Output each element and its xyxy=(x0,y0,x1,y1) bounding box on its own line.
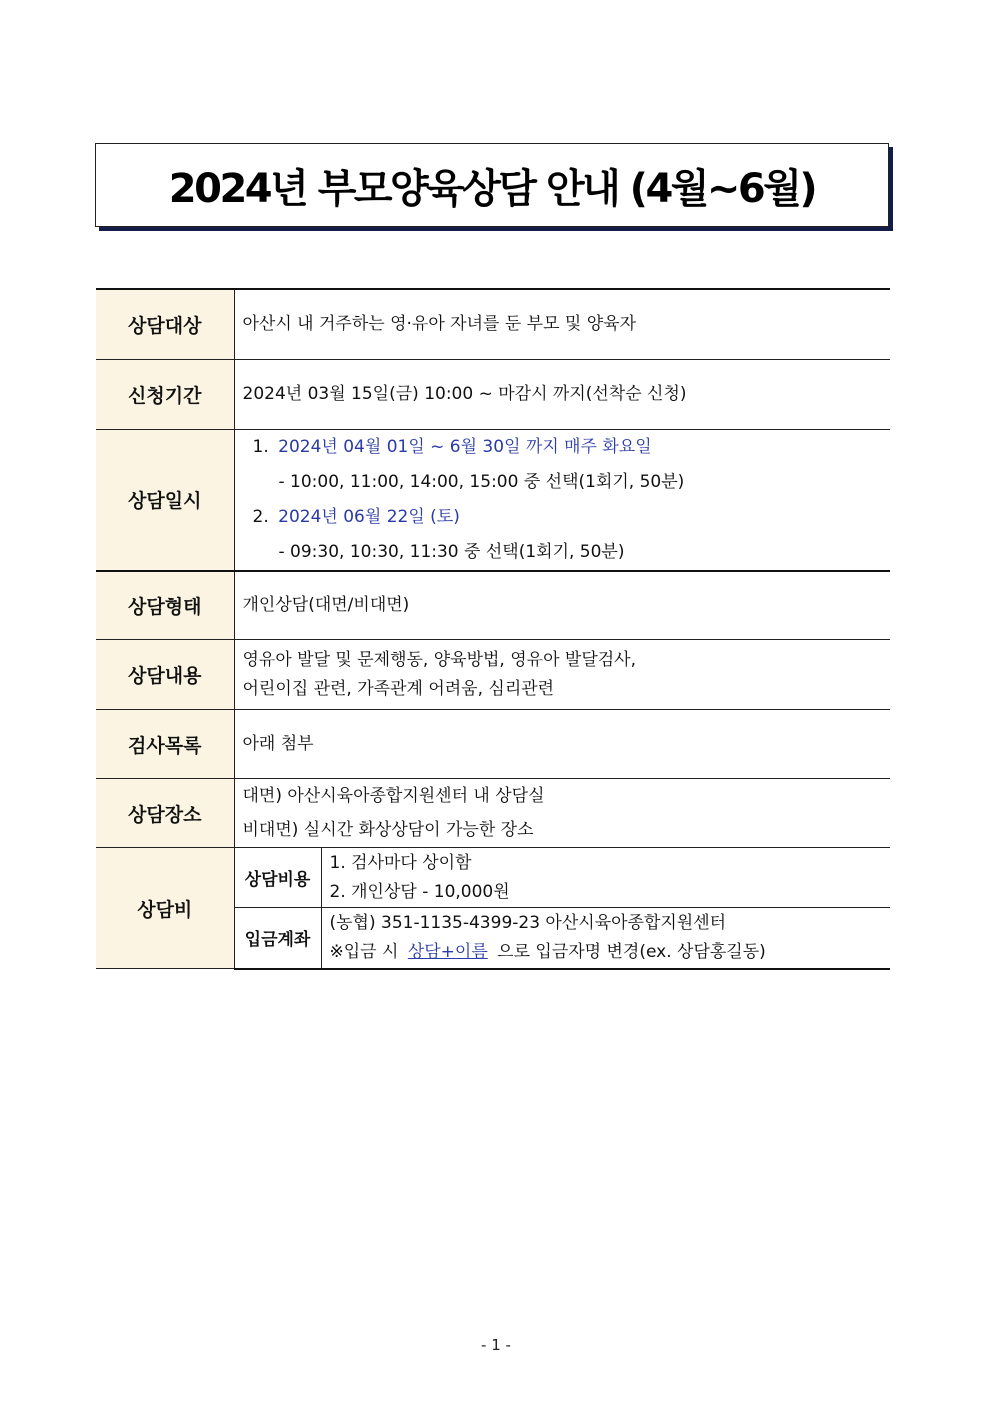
schedule-item-2-num: 2. xyxy=(252,506,269,527)
label-place: 상담장소 xyxy=(96,779,234,848)
value-fee-account xyxy=(321,908,890,969)
label-fee-account: 입금계좌 xyxy=(234,908,321,969)
label-type: 상담형태 xyxy=(96,571,234,640)
schedule-item-2-date: 2024년 06월 22일 (토) xyxy=(278,506,460,527)
value-tests: 아래 첨부 xyxy=(234,710,890,779)
row-type xyxy=(96,571,890,640)
row-fee-cost xyxy=(96,848,890,908)
account-line-2 xyxy=(330,938,891,967)
value-period: 2024년 03월 15일(금) 10:00 ~ 마감시 까지(선착순 신청) xyxy=(234,359,890,429)
label-period: 신청기간 xyxy=(96,359,234,429)
place-line-2: 비대면) 실시간 화상상담이 가능한 장소 xyxy=(242,820,534,840)
page-number: - 1 - xyxy=(481,1336,511,1354)
value-target: 아산시 내 거주하는 영·유아 자녀를 둔 부모 및 양육자 xyxy=(234,289,890,359)
schedule-item-1-detail: - 10:00, 11:00, 14:00, 15:00 중 선택(1회기, 50분) xyxy=(278,471,685,492)
value-place xyxy=(234,779,890,848)
fee-cost-line-2: 2. 개인상담 - 10,000원 xyxy=(329,881,510,902)
label-content: 상담내용 xyxy=(96,640,234,710)
value-type: 개인상담(대면/비대면) xyxy=(234,571,890,640)
row-place xyxy=(96,779,890,848)
row-schedule xyxy=(96,429,890,571)
fee-cost-line-1: 1. 검사마다 상이함 xyxy=(329,852,472,873)
account-name-format: 상담+이름 xyxy=(407,941,488,962)
schedule-item-1-date: 2024년 04월 01일 ~ 6월 30일 까지 매주 화요일 xyxy=(278,436,652,457)
row-period xyxy=(96,359,890,429)
schedule-item-2-detail: - 09:30, 10:30, 11:30 중 선택(1회기, 50분) xyxy=(278,541,625,562)
title-box xyxy=(95,143,889,227)
label-target: 상담대상 xyxy=(96,289,234,359)
label-tests: 검사목록 xyxy=(96,710,234,779)
content-line-2: 어린이집 관련, 가족관계 어려움, 심리관련 xyxy=(242,678,555,699)
row-target xyxy=(96,289,890,359)
content-line-1: 영유아 발달 및 문제행동, 양육방법, 영유아 발달검사, xyxy=(242,649,636,670)
label-fee-cost: 상담비용 xyxy=(234,848,321,908)
info-table xyxy=(96,288,890,970)
label-schedule: 상담일시 xyxy=(96,429,234,571)
row-tests xyxy=(96,710,890,779)
row-content xyxy=(96,640,890,710)
account-line-2-suffix: 으로 입금자명 변경(ex. 상담홍길동) xyxy=(497,941,766,962)
account-line-1: (농협) 351-1135-4399-23 아산시육아종합지원센터 xyxy=(329,912,727,933)
value-schedule xyxy=(234,429,890,571)
value-content xyxy=(234,640,890,710)
schedule-item-1 xyxy=(243,430,891,465)
account-line-2-prefix: ※입금 시 xyxy=(329,941,399,962)
schedule-item-1-num: 1. xyxy=(252,436,269,457)
value-fee-cost xyxy=(321,848,890,908)
page-title: 2024년 부모양육상담 안내 (4월~6월) xyxy=(168,165,816,212)
place-line-1: 대면) 아산시육아종합지원센터 내 상담실 xyxy=(242,786,545,806)
label-fee: 상담비 xyxy=(96,848,234,969)
schedule-item-2 xyxy=(243,500,891,535)
